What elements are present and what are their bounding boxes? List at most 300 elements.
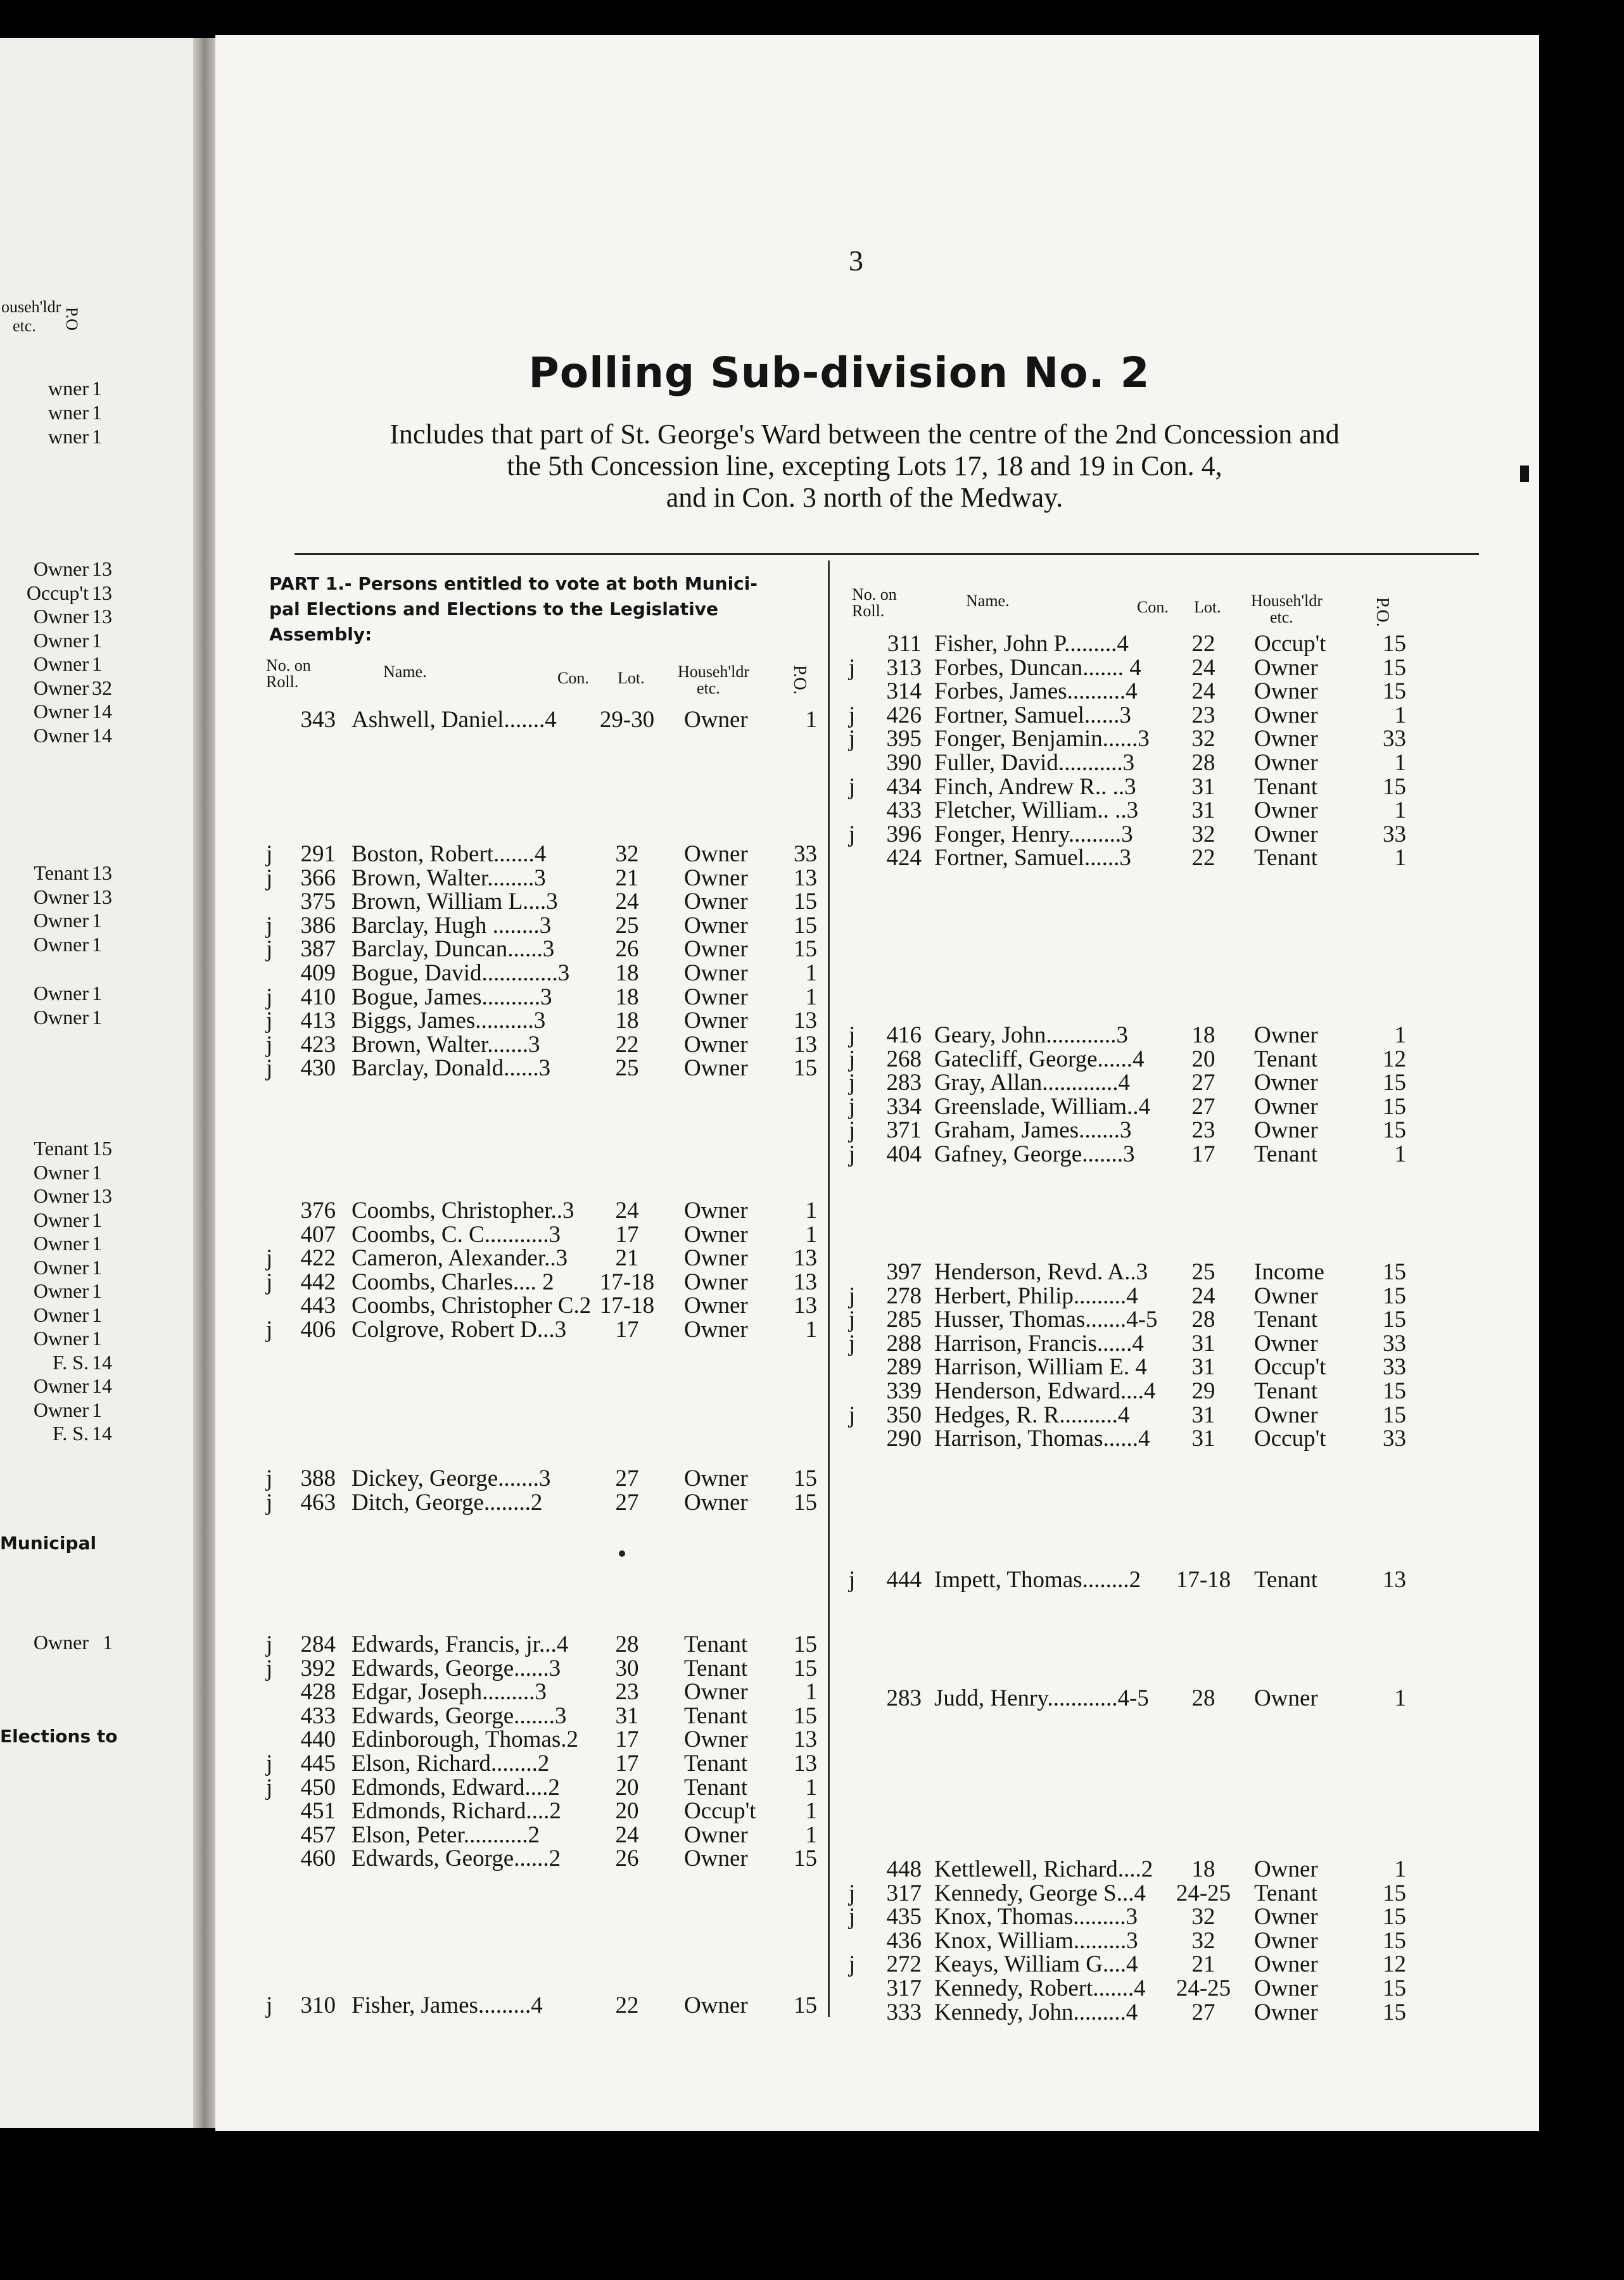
- post-office-number: 15: [1383, 1259, 1406, 1285]
- facing-list-item: [0, 982, 190, 1007]
- lot-number: 22: [615, 1031, 639, 1058]
- householder-status: Owner: [684, 936, 748, 963]
- facing-item-status: Owner: [33, 909, 89, 932]
- voter-name-con: Edmonds, Edward....2: [352, 1774, 560, 1801]
- facing-header-etc: etc.: [13, 317, 36, 335]
- facing-item-po: 1: [92, 1255, 102, 1279]
- part-heading: [269, 571, 827, 647]
- juror-mark: j: [849, 821, 856, 847]
- facing-list-item: [0, 1232, 190, 1257]
- facing-item-po: 13: [92, 605, 112, 628]
- roll-number: 388: [300, 1466, 336, 1492]
- roll-number: 284: [300, 1631, 336, 1657]
- roll-number: 396: [886, 821, 922, 847]
- post-office-number: 1: [805, 1221, 817, 1248]
- post-office-number: 33: [1383, 1426, 1406, 1452]
- voter-name-con: Edmonds, Richard....2: [352, 1798, 561, 1825]
- facing-item-status: Owner: [33, 1255, 89, 1279]
- juror-mark: j: [266, 1245, 273, 1272]
- juror-mark: j: [849, 1093, 856, 1120]
- voter-name-con: Coombs, C. C...........3: [352, 1221, 561, 1248]
- post-office-number: 15: [794, 889, 817, 915]
- post-office-number: 1: [1394, 1141, 1406, 1167]
- householder-status: Owner: [684, 1846, 748, 1872]
- post-office-number: 15: [1383, 1093, 1406, 1120]
- voter-name-con: Fletcher, William.. ..3: [934, 797, 1139, 824]
- roll-number: 376: [300, 1198, 336, 1224]
- post-office-number: 13: [794, 1269, 817, 1295]
- juror-mark: j: [266, 1466, 273, 1492]
- householder-status: Owner: [684, 1489, 748, 1516]
- facing-item-status: Owner: [33, 1208, 89, 1231]
- post-office-number: 15: [794, 1655, 817, 1682]
- facing-item-status: Owner: [33, 1303, 89, 1326]
- householder-status: Owner: [1254, 1685, 1318, 1711]
- lot-number: 32: [1191, 821, 1215, 847]
- roll-number: 428: [300, 1679, 336, 1706]
- roll-number: 334: [886, 1093, 922, 1120]
- facing-elections-text: Elections to: [0, 1726, 118, 1747]
- post-office-number: 15: [1383, 773, 1406, 800]
- post-office-number: 15: [794, 1055, 817, 1082]
- part-heading-line-2: pal Elections and Elections to the Legislative: [269, 598, 718, 619]
- facing-list-item: [0, 933, 190, 958]
- right-page: [215, 35, 1539, 2131]
- roll-number: 311: [887, 631, 922, 657]
- facing-item-po: 14: [92, 1350, 112, 1374]
- lot-number: 17-18: [599, 1293, 655, 1319]
- table-row: [849, 797, 1539, 824]
- facing-item-status: Owner: [33, 676, 89, 699]
- householder-status: Owner: [1254, 654, 1318, 681]
- post-office-number: 15: [1383, 1904, 1406, 1930]
- post-office-number: 1: [1394, 750, 1406, 776]
- header-con-right: Con.: [1137, 598, 1169, 616]
- facing-item-po: 1: [92, 1279, 102, 1302]
- header-househ: Househ'ldr: [678, 662, 750, 681]
- facing-item-po: 14: [92, 1374, 112, 1397]
- facing-item-po: 13: [92, 861, 112, 884]
- householder-status: Owner: [684, 889, 748, 915]
- page-number: 3: [849, 244, 863, 277]
- facing-item-status: Owner: [33, 932, 89, 956]
- lot-number: 22: [1191, 845, 1215, 871]
- facing-list-item: [0, 861, 190, 887]
- right-column: [849, 554, 1539, 2025]
- householder-status: Tenant: [1254, 773, 1318, 800]
- table-row: [849, 1903, 1539, 1930]
- post-office-number: 15: [1383, 1378, 1406, 1404]
- lot-number: 24: [615, 1198, 639, 1224]
- householder-status: Owner: [1254, 1117, 1318, 1144]
- lot-number: 28: [1191, 1307, 1215, 1333]
- householder-status: Owner: [1254, 821, 1318, 847]
- roll-number: 457: [300, 1821, 336, 1848]
- post-office-number: 1: [805, 984, 817, 1010]
- print-speck: [1520, 466, 1529, 482]
- voter-name-con: Bogue, David.............3: [352, 960, 570, 986]
- householder-status: Tenant: [1254, 1378, 1318, 1404]
- table-row: [849, 725, 1539, 752]
- lot-number: 20: [615, 1774, 639, 1801]
- roll-number: 463: [300, 1489, 336, 1516]
- book-gutter: [193, 38, 219, 2128]
- lot-number: 32: [615, 841, 639, 867]
- facing-list-item: [0, 1422, 190, 1447]
- voter-name-con: Edwards, George......2: [352, 1846, 561, 1872]
- roll-number: 314: [886, 678, 922, 705]
- householder-status: Owner: [684, 960, 748, 986]
- post-office-number: 15: [1383, 1880, 1406, 1906]
- lot-number: 17: [615, 1221, 639, 1248]
- post-office-number: 13: [794, 1726, 817, 1753]
- lot-number: 27: [615, 1489, 639, 1516]
- facing-item-po: 1: [92, 1398, 102, 1421]
- householder-status: Owner: [1254, 1999, 1318, 2025]
- roll-number: 283: [886, 1070, 922, 1096]
- householder-status: Tenant: [684, 1631, 748, 1657]
- facing-item-po: 1: [92, 628, 102, 652]
- voter-name-con: Keays, William G....4: [934, 1951, 1138, 1978]
- header-name-right: Name.: [966, 592, 1010, 610]
- lot-number: 25: [615, 912, 639, 939]
- lot-number: 21: [615, 1245, 639, 1272]
- table-row: [849, 1402, 1539, 1426]
- table-row: [849, 1141, 1539, 1165]
- facing-item-status: Owner: [33, 982, 89, 1004]
- table-row: [849, 702, 1539, 726]
- post-office-number: 1: [805, 1798, 817, 1825]
- table-row: [849, 1975, 1539, 1999]
- part-heading-line-3: Assembly:: [269, 624, 372, 645]
- post-office-number: 12: [1383, 1046, 1406, 1072]
- facing-item-status: Tenant: [34, 1137, 89, 1160]
- lot-number: 32: [1191, 726, 1215, 752]
- roll-number: 434: [886, 773, 922, 800]
- juror-mark: j: [266, 841, 273, 867]
- table-row: [849, 1999, 1539, 2023]
- facing-list-item: [0, 1398, 190, 1424]
- householder-status: Occup't: [1254, 631, 1326, 657]
- table-row: [849, 1353, 1539, 1381]
- juror-mark: j: [849, 1567, 856, 1593]
- lot-number: 24-25: [1176, 1975, 1231, 2001]
- juror-mark: j: [849, 1022, 856, 1048]
- householder-status: Owner: [1254, 1093, 1318, 1120]
- facing-list-item: [0, 425, 190, 450]
- lot-number: 17: [615, 1317, 639, 1343]
- post-office-number: 1: [1394, 1685, 1406, 1711]
- householder-status: Owner: [684, 1269, 748, 1295]
- post-office-number: 33: [794, 841, 817, 867]
- voter-name-con: Edinborough, Thomas.2: [352, 1726, 578, 1753]
- lot-number: 24: [615, 889, 639, 915]
- facing-item-status: wner: [48, 377, 89, 400]
- post-office-number: 15: [1383, 631, 1406, 657]
- post-office-number: 33: [1383, 726, 1406, 752]
- facing-item-po: 14: [92, 700, 112, 723]
- post-office-number: 15: [794, 1489, 817, 1516]
- roll-number: 390: [886, 750, 922, 776]
- post-office-number: 15: [1383, 1999, 1406, 2025]
- facing-item-po: 1: [92, 1232, 102, 1255]
- table-row: [849, 1425, 1539, 1452]
- voter-name-con: Barclay, Duncan......3: [352, 936, 555, 963]
- juror-mark: j: [849, 1880, 856, 1906]
- lot-number: 24: [1191, 654, 1215, 681]
- facing-item-status: Owner: [33, 1279, 89, 1302]
- householder-status: Tenant: [1254, 1567, 1318, 1593]
- header-no-on: No. on: [266, 656, 311, 674]
- householder-status: Owner: [1254, 1402, 1318, 1428]
- householder-status: Tenant: [684, 1655, 748, 1682]
- facing-list-item: [0, 909, 190, 934]
- roll-number: 460: [300, 1846, 336, 1872]
- roll-number: 413: [300, 1008, 336, 1034]
- householder-status: Owner: [684, 1726, 748, 1753]
- facing-list-item: [0, 629, 190, 654]
- householder-status: Owner: [1254, 1904, 1318, 1930]
- voter-name-con: Brown, Walter........3: [352, 864, 546, 891]
- table-row: [849, 749, 1539, 776]
- facing-header-po: P.O: [63, 307, 81, 331]
- juror-mark: j: [266, 1269, 273, 1295]
- roll-number: 268: [886, 1046, 922, 1072]
- householder-status: Owner: [684, 1679, 748, 1706]
- voter-name-con: Kennedy, Robert.......4: [934, 1975, 1146, 2001]
- facing-list-item: [0, 724, 190, 749]
- table-row: [849, 1069, 1539, 1096]
- voter-name-con: Forbes, James..........4: [934, 678, 1138, 705]
- voter-name-con: Henderson, Edward....4: [934, 1378, 1156, 1404]
- facing-item-status: wner: [48, 425, 89, 448]
- voter-name-con: Elson, Peter...........2: [352, 1821, 540, 1848]
- juror-mark: j: [849, 1070, 856, 1096]
- facing-list-item: [0, 1327, 190, 1352]
- post-office-number: 15: [794, 1702, 817, 1729]
- juror-mark: j: [849, 1951, 856, 1978]
- facing-list-item: [0, 1351, 190, 1376]
- table-row: [849, 678, 1539, 705]
- juror-mark: j: [849, 726, 856, 752]
- voter-name-con: Husser, Thomas.......4-5: [934, 1307, 1158, 1333]
- print-speck: [619, 1550, 625, 1557]
- juror-mark: j: [849, 1402, 856, 1428]
- facing-item-po: 1: [92, 909, 102, 932]
- post-office-number: 15: [1383, 1307, 1406, 1333]
- householder-status: Tenant: [1254, 1880, 1318, 1906]
- header-no-on-right: No. on: [852, 585, 897, 604]
- householder-status: Owner: [684, 1992, 748, 2018]
- householder-status: Owner: [684, 1055, 748, 1082]
- post-office-number: 13: [794, 1008, 817, 1034]
- voter-name-con: Gafney, George.......3: [934, 1141, 1135, 1167]
- juror-mark: j: [266, 984, 273, 1010]
- juror-mark: j: [849, 654, 856, 681]
- juror-mark: j: [266, 864, 273, 891]
- voter-name-con: Gray, Allan.............4: [934, 1070, 1130, 1096]
- lot-number: 25: [1191, 1259, 1215, 1285]
- voter-name-con: Harrison, William E. 4: [934, 1354, 1147, 1381]
- lot-number: 32: [1191, 1927, 1215, 1954]
- voter-name-con: Biggs, James..........3: [352, 1008, 546, 1034]
- roll-number: 339: [886, 1378, 922, 1404]
- lot-number: 17: [1191, 1141, 1215, 1167]
- facing-item-po: 1: [92, 1303, 102, 1326]
- facing-item-status: F. S.: [52, 1422, 89, 1445]
- roll-number: 289: [886, 1354, 922, 1381]
- post-office-number: 1: [805, 1774, 817, 1801]
- post-office-number: 15: [1383, 1975, 1406, 2001]
- juror-mark: j: [266, 1751, 273, 1776]
- voter-name-con: Kennedy, John.........4: [934, 1999, 1138, 2025]
- roll-number: 283: [886, 1685, 922, 1711]
- facing-item-status: Tenant: [34, 861, 89, 884]
- header-lot-right: Lot.: [1194, 598, 1221, 616]
- juror-mark: j: [266, 1489, 273, 1516]
- roll-number: 317: [886, 1975, 922, 2001]
- householder-status: Tenant: [684, 1774, 748, 1801]
- lot-number: 31: [1191, 1402, 1215, 1428]
- lot-number: 21: [615, 864, 639, 891]
- post-office-number: 1: [805, 1317, 817, 1343]
- facing-item-status: Owner: [33, 1631, 89, 1654]
- subtitle-line-3: and in Con. 3 north of the Medway.: [666, 482, 1063, 513]
- lot-number: 28: [1191, 750, 1215, 776]
- juror-mark: j: [266, 1031, 273, 1058]
- householder-status: Owner: [684, 1317, 748, 1343]
- facing-list-item: [0, 401, 190, 426]
- facing-item-po: 13: [92, 885, 112, 908]
- facing-item-status: Owner: [33, 1232, 89, 1255]
- voter-name-con: Herbert, Philip.........4: [934, 1282, 1138, 1309]
- lot-number: 18: [1191, 1022, 1215, 1048]
- lot-number: 23: [1191, 702, 1215, 728]
- voter-name-con: Kennedy, George S...4: [934, 1880, 1146, 1906]
- header-etc-right: etc.: [1270, 608, 1293, 626]
- lot-number: 20: [615, 1798, 639, 1825]
- facing-list-item: [0, 652, 190, 678]
- post-office-number: 15: [794, 936, 817, 963]
- post-office-number: 1: [1394, 845, 1406, 871]
- roll-number: 423: [300, 1031, 336, 1058]
- post-office-number: 1: [1394, 1022, 1406, 1048]
- voter-name-con: Edgar, Joseph.........3: [352, 1679, 547, 1706]
- juror-mark: j: [849, 1904, 856, 1930]
- facing-municipal-text: Municipal: [0, 1533, 97, 1554]
- facing-item-status: Owner: [33, 1327, 89, 1350]
- voter-name-con: Elson, Richard........2: [352, 1751, 550, 1776]
- table-row: [849, 1856, 1539, 1880]
- voter-name-con: Gatecliff, George......4: [934, 1046, 1145, 1072]
- post-office-number: 15: [794, 1631, 817, 1657]
- voter-name-con: Colgrove, Robert D...3: [352, 1317, 567, 1343]
- roll-number: 416: [886, 1022, 922, 1048]
- roll-number: 317: [886, 1880, 922, 1906]
- lot-number: 26: [615, 936, 639, 963]
- voter-name-con: Boston, Robert.......4: [352, 841, 547, 867]
- voter-name-con: Harrison, Thomas......4: [934, 1426, 1150, 1452]
- post-office-number: 15: [1383, 678, 1406, 705]
- post-office-number: 15: [1383, 1402, 1406, 1428]
- facing-item-status: Owner: [33, 700, 89, 723]
- table-row: [849, 1282, 1539, 1307]
- voter-name-con: Coombs, Christopher..3: [352, 1198, 574, 1224]
- householder-status: Owner: [1254, 1927, 1318, 1954]
- facing-page-fragment: [0, 38, 193, 2128]
- lot-number: 18: [615, 960, 639, 986]
- roll-number: 366: [300, 864, 336, 891]
- facing-list-item: [0, 700, 190, 725]
- post-office-number: 15: [1383, 1927, 1406, 1954]
- facing-list-item: [0, 581, 190, 607]
- table-row: [849, 1880, 1539, 1904]
- roll-number: 440: [300, 1726, 336, 1753]
- table-row: [849, 1046, 1539, 1070]
- householder-status: Tenant: [1254, 1046, 1318, 1072]
- householder-status: Occup't: [1254, 1354, 1326, 1381]
- table-row: [849, 1022, 1539, 1046]
- lot-number: 31: [1191, 773, 1215, 800]
- lot-number: 29-30: [599, 707, 655, 733]
- facing-item-po: 13: [92, 557, 112, 580]
- lot-number: 18: [1191, 1856, 1215, 1882]
- header-roll: Roll.: [266, 673, 299, 691]
- post-office-number: 33: [1383, 1354, 1406, 1381]
- facing-list-item: [0, 1256, 190, 1281]
- juror-mark: j: [266, 1655, 273, 1682]
- facing-item-po: 1: [92, 377, 102, 400]
- voter-name-con: Greenslade, William..4: [934, 1093, 1151, 1120]
- table-row: [849, 1927, 1539, 1954]
- householder-status: Owner: [1254, 1022, 1318, 1048]
- roll-number: 278: [886, 1282, 922, 1309]
- facing-item-status: Occup't: [26, 581, 89, 604]
- voter-name-con: Henderson, Revd. A..3: [934, 1259, 1148, 1285]
- voter-name-con: Edwards, Francis, jr...4: [352, 1631, 569, 1657]
- table-row: [849, 654, 1539, 681]
- lot-number: 27: [1191, 1070, 1215, 1096]
- facing-item-status: F. S.: [52, 1350, 89, 1374]
- table-row: [849, 1306, 1539, 1333]
- post-office-number: 15: [794, 912, 817, 939]
- roll-number: 435: [886, 1904, 922, 1930]
- header-househ-right: Househ'ldr: [1251, 592, 1323, 610]
- householder-status: Owner: [1254, 1856, 1318, 1882]
- voter-name-con: Graham, James.......3: [934, 1117, 1132, 1144]
- facing-item-status: Owner: [33, 652, 89, 675]
- post-office-number: 13: [1383, 1567, 1406, 1593]
- post-office-number: 1: [805, 1821, 817, 1848]
- post-office-number: 1: [1394, 1856, 1406, 1882]
- facing-item-po: 13: [92, 1184, 112, 1207]
- lot-number: 24-25: [1176, 1880, 1231, 1906]
- facing-item-status: Owner: [33, 1160, 89, 1184]
- lot-number: 24: [1191, 1282, 1215, 1309]
- voter-name-con: Ashwell, Daniel.......4: [352, 707, 557, 733]
- table-row: [849, 844, 1539, 871]
- post-office-number: 33: [1383, 821, 1406, 847]
- juror-mark: j: [266, 1008, 273, 1034]
- householder-status: Tenant: [1254, 845, 1318, 871]
- juror-mark: j: [849, 1117, 856, 1144]
- juror-mark: j: [849, 1282, 856, 1309]
- facing-list-item: [0, 1137, 190, 1162]
- lot-number: 23: [1191, 1117, 1215, 1144]
- facing-list-item: [0, 1184, 190, 1210]
- lot-number: 28: [1191, 1685, 1215, 1711]
- facing-list-item: [0, 1208, 190, 1234]
